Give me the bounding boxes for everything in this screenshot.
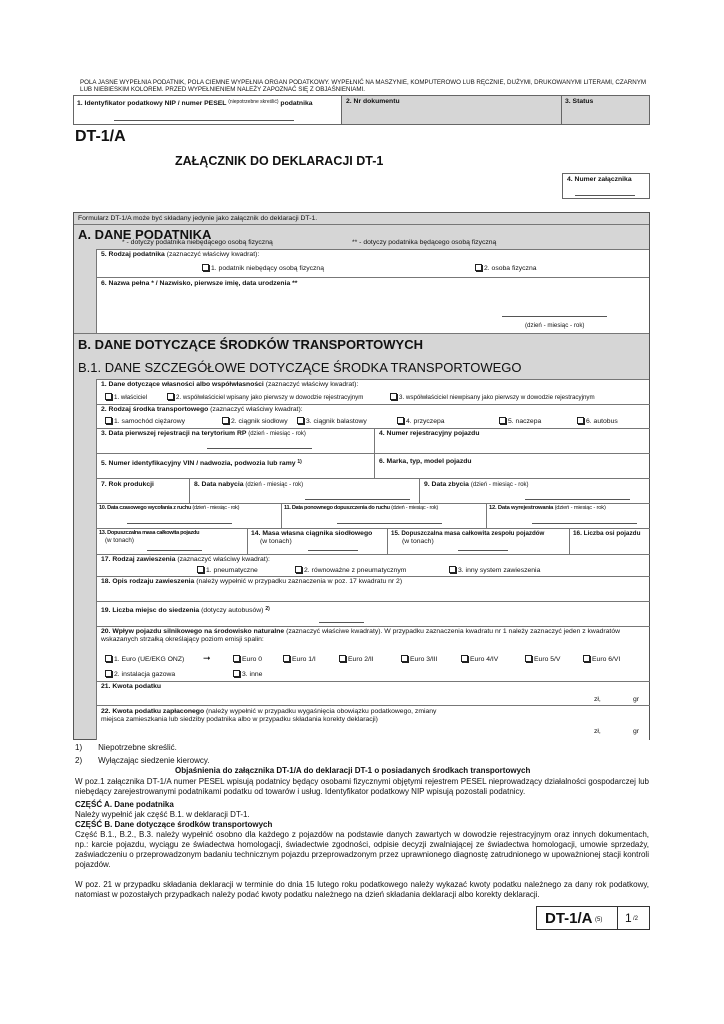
checkbox-icon[interactable] bbox=[197, 566, 204, 573]
checkbox-icon[interactable] bbox=[295, 566, 302, 573]
tax-amount-field[interactable] bbox=[97, 682, 650, 706]
checkbox-icon[interactable] bbox=[233, 670, 240, 677]
explanations-title: Objaśnienia do załącznika DT-1/A do deklaracji DT-1 o posiadanych środkach transportowych bbox=[175, 766, 531, 775]
doc-number-label: 2. Nr dokumentu bbox=[346, 98, 400, 105]
checkbox-icon[interactable] bbox=[499, 417, 506, 424]
suspension-option-3[interactable]: 3. inny system zawieszenia bbox=[449, 566, 540, 575]
status-label: 3. Status bbox=[565, 98, 594, 105]
vehicle-type-hint: (zaznaczyć właściwy kwadrat): bbox=[210, 406, 303, 413]
attachment-number-label: 4. Numer załącznika bbox=[567, 176, 632, 183]
checkbox-icon[interactable] bbox=[202, 264, 209, 271]
vin-sup: 1) bbox=[297, 459, 302, 465]
euro-option[interactable]: 1. Euro (UE/EKG ONZ) bbox=[105, 655, 184, 664]
euro-1-option[interactable]: Euro 1/I bbox=[283, 655, 316, 664]
date-ticks bbox=[305, 495, 410, 500]
vin-field[interactable] bbox=[97, 454, 374, 479]
footer-version: (5) bbox=[595, 917, 603, 923]
seat-count-sup: 2) bbox=[265, 606, 270, 612]
disposal-date-hint: (dzień - miesiąc - rok) bbox=[470, 482, 529, 488]
axle-count-label: 16. Liczba osi pojazdu bbox=[573, 530, 641, 537]
acquisition-date-hint: (dzień - miesiąc - rok) bbox=[245, 482, 304, 488]
temporary-withdrawal-field[interactable] bbox=[97, 504, 281, 529]
suspension-description-label: 18. Opis rodzaju zawieszenia bbox=[101, 578, 195, 585]
vehicle-type-field bbox=[97, 405, 650, 429]
gr-label: gr bbox=[633, 728, 640, 735]
ownership-label: 1. Dane dotyczące własności albo współwłasności bbox=[101, 381, 264, 388]
seat-count-field[interactable] bbox=[97, 602, 650, 627]
arrow-icon: ➞ bbox=[203, 653, 211, 663]
euro-2-option[interactable]: Euro 2/II bbox=[339, 655, 374, 664]
registration-number-label: 4. Numer rejestracyjny pojazdu bbox=[379, 430, 480, 437]
tractor-weight-field[interactable] bbox=[247, 529, 387, 555]
taxpayer-type-field bbox=[96, 249, 649, 277]
footnote-2: 2) Wyłączając siedzenie kierowcy. bbox=[75, 756, 210, 765]
paid-tax-field[interactable] bbox=[97, 706, 650, 741]
footer-page-total: /2 bbox=[633, 916, 639, 922]
taxpayer-type-option-2[interactable]: 2. osoba fizyczna bbox=[475, 264, 537, 273]
nip-label: 1. Identyfikator podatkowy NIP / numer PESEL bbox=[77, 100, 227, 107]
paid-tax-hint: (należy wypełnić w przypadku wygaśnięcia obowiązku podatkowego, zmiany miejsca zamieszkania lub siedziby podatnika albo w przypadku składania korekty deklaracji) bbox=[101, 708, 437, 723]
seat-count-ticks bbox=[319, 618, 364, 623]
nip-suffix: podatnika bbox=[280, 100, 313, 107]
footer-page-box bbox=[618, 906, 650, 930]
deregistration-label: 12. Data wyrejestrowania bbox=[489, 505, 554, 511]
weight-ticks bbox=[308, 546, 358, 551]
part-a-text: Należy wypełnić jak część B.1. w deklaracji DT-1. bbox=[75, 810, 250, 819]
checkbox-icon[interactable] bbox=[475, 264, 482, 271]
ownership-option-3[interactable]: 3. współwłaściciel niewpisany jako pierwszy w dowodzie rejestracyjnym bbox=[390, 393, 595, 401]
deregistration-hint: (dzień - miesiąc - rok) bbox=[554, 505, 606, 511]
gross-weight-hint: (w tonach) bbox=[105, 537, 134, 544]
checkbox-icon[interactable] bbox=[461, 655, 468, 662]
checkbox-icon[interactable] bbox=[105, 655, 112, 662]
attachment-number-field[interactable] bbox=[562, 173, 650, 199]
combination-weight-field[interactable] bbox=[387, 529, 569, 555]
deregistration-field[interactable] bbox=[486, 504, 650, 529]
divider bbox=[561, 96, 562, 124]
axle-count-field[interactable] bbox=[569, 529, 650, 555]
environment-impact-hint: (zaznaczyć właściwe kwadraty). W przypadku zaznaczenia kwadratu nr 1 należy zaznaczyć jeden z kwadratów wskazanych strzałką określający poziom emisji spalin: bbox=[101, 628, 621, 643]
suspension-option-2[interactable]: 2. równoważne z pneumatycznym bbox=[295, 566, 406, 575]
checkbox-icon[interactable] bbox=[105, 417, 112, 424]
acquisition-date-label: 8. Data nabycia bbox=[194, 481, 244, 488]
vehicle-type-option-2[interactable]: 2. ciągnik siodłowy bbox=[222, 417, 288, 426]
part-b-text: Część B.1., B.2., B.3. należy wypełnić osobno dla każdego z pojazdów na podstawie danych zawartych w dowodzie rejestracyjnym oraz innych dokumentach, np.: karcie pojazdu, wyciągu ze świadectwa homologacji, świadectwie zgodności, odpisie decyzji zwalniającej ze świadectwa homologacji, umowie sprzedaży, zaświadczeniu o przeprowadzonym badaniu technicznym pojazdu przeprowadzonym przez uprawnionego diagnostę zatrudnionego w upoważnionej stacji kontroli pojazdów. bbox=[75, 830, 649, 869]
checkbox-icon[interactable] bbox=[397, 417, 404, 424]
vehicle-type-option-4[interactable]: 4. przyczepa bbox=[397, 417, 445, 426]
suspension-description-field[interactable] bbox=[97, 577, 650, 602]
zl-label: zł, bbox=[594, 696, 601, 703]
checkbox-icon[interactable] bbox=[583, 655, 590, 662]
first-registration-field[interactable] bbox=[97, 429, 374, 454]
checkbox-icon[interactable] bbox=[167, 393, 174, 400]
section-b bbox=[74, 333, 649, 739]
gross-weight-label: 13. Dopuszczalna masa całkowita pojazdu bbox=[99, 530, 200, 536]
taxpayer-name-field[interactable] bbox=[96, 277, 649, 333]
checkbox-icon[interactable] bbox=[525, 655, 532, 662]
date-ticks bbox=[525, 495, 630, 500]
birthdate-hint: (dzień - miesiąc - rok) bbox=[525, 322, 585, 329]
attachment-number-ticks bbox=[575, 191, 635, 196]
taxpayer-name-label: 6. Nazwa pełna * / Nazwisko, pierwsze imię, data urodzenia ** bbox=[101, 280, 298, 287]
section-b1-title: B.1. DANE SZCZEGÓŁOWE DOTYCZĄCE ŚRODKA TRANSPORTOWEGO bbox=[78, 360, 522, 375]
birthdate-ticks bbox=[502, 312, 607, 317]
ownership-hint: (zaznaczyć właściwy kwadrat): bbox=[265, 381, 359, 388]
taxpayer-type-option-1[interactable]: 1. podatnik niebędący osobą fizyczną bbox=[202, 264, 324, 273]
info-line: Formularz DT-1/A może być składany jedynie jako załącznik do deklaracji DT-1. bbox=[74, 213, 649, 225]
checkbox-icon[interactable] bbox=[390, 393, 397, 400]
first-registration-label: 3. Data pierwszej rejestracji na terytorium RP bbox=[101, 430, 247, 437]
ownership-option-1[interactable]: 1. właściciel bbox=[105, 393, 147, 401]
acquisition-date-field[interactable] bbox=[189, 479, 419, 504]
form-body bbox=[73, 212, 650, 740]
vehicle-type-option-3[interactable]: 3. ciągnik balastowy bbox=[297, 417, 367, 426]
readmission-label: 11. Data ponownego dopuszczenia do ruchu bbox=[284, 505, 390, 511]
nip-field[interactable] bbox=[74, 96, 342, 124]
vehicle-model-label: 6. Marka, typ, model pojazdu bbox=[379, 458, 472, 465]
checkbox-icon[interactable] bbox=[105, 670, 112, 677]
checkbox-icon[interactable] bbox=[105, 393, 112, 400]
euro-4-option[interactable]: Euro 4/IV bbox=[461, 655, 498, 664]
vehicle-fields bbox=[96, 379, 649, 740]
checkbox-icon[interactable] bbox=[449, 566, 456, 573]
suspension-type-field bbox=[97, 555, 650, 577]
ownership-option-2[interactable]: 2. współwłaściciel wpisany jako pierwszy w dowodzie rejestracyjnym bbox=[167, 393, 363, 401]
checkbox-icon[interactable] bbox=[577, 417, 584, 424]
production-year-label: 7. Rok produkcji bbox=[101, 481, 154, 488]
nip-ticks bbox=[114, 116, 294, 121]
footer-form-code: DT-1/A bbox=[545, 910, 593, 927]
readmission-field[interactable] bbox=[281, 504, 486, 529]
tax-amount-label: 21. Kwota podatku bbox=[101, 683, 162, 690]
section-a bbox=[74, 225, 649, 333]
vehicle-type-option-6[interactable]: 6. autobus bbox=[577, 417, 618, 426]
section-a-note-left: * - dotyczy podatnika niebędącego osobą fizyczną bbox=[122, 239, 273, 246]
date-ticks bbox=[127, 519, 232, 524]
zl-label: zł, bbox=[594, 728, 601, 735]
part-a-title: CZĘŚĆ A. Dane podatnika bbox=[75, 800, 174, 809]
vehicle-type-option-5[interactable]: 5. naczepa bbox=[499, 417, 541, 426]
euro-0-option[interactable]: Euro 0 bbox=[233, 655, 262, 664]
gas-installation-option[interactable]: 2. instalacja gazowa bbox=[105, 670, 175, 679]
readmission-hint: (dzień - miesiąc - rok) bbox=[391, 505, 438, 511]
instructions-text: POLA JASNE WYPEŁNIA PODATNIK, POLA CIEMNE WYPEŁNIA ORGAN PODATKOWY. WYPEŁNIĆ NA MASZYNIE, KOMPUTEROWO LUB RĘCZNIE, DUŻYMI, DRUKOWANYMI LITERAMI, CZARNYM LUB NIEBIESKIM KOLOREM. PRZED WYPEŁNIENIEM NALEŻY ZAPOZNAĆ SIĘ Z OBJAŚNIENIAMI. bbox=[80, 79, 647, 93]
gross-weight-field[interactable] bbox=[97, 529, 247, 555]
weight-ticks bbox=[458, 546, 508, 551]
paid-tax-label: 22. Kwota podatku zapłaconego bbox=[101, 708, 205, 715]
date-ticks bbox=[337, 519, 442, 524]
explanations-p-last: W poz. 21 w przypadku składania deklaracji w terminie do dnia 15 lutego roku podatkowego należy wykazać kwoty podatku należnego za dany rok podatkowy, natomiast w pozostałych przypadkach należy podać kwoty podatku należnego na dzień składania deklaracji albo korekty deklaracji. bbox=[75, 880, 649, 899]
form-code: DT-1/A bbox=[75, 128, 126, 145]
disposal-date-label: 9. Data zbycia bbox=[424, 481, 469, 488]
explanations-p1: W poz.1 załącznika DT-1/A numer PESEL wpisują podatnicy będący osobami fizycznymi objętymi rejestrem PESEL nieprowadzący działalności gospodarczej lub niebędący zarejestrowanymi podatnikami podatku od towarów i usług. Identyfikator podatkowy NIP wpisują pozostali podatnicy. bbox=[75, 777, 649, 796]
tractor-weight-hint: (w tonach) bbox=[260, 538, 292, 545]
suspension-type-hint: (zaznaczyć właściwy kwadrat): bbox=[177, 556, 270, 563]
section-a-title: A. DANE PODATNIKA bbox=[78, 227, 212, 242]
ownership-field bbox=[97, 380, 650, 405]
weight-ticks bbox=[147, 546, 202, 551]
suspension-description-hint: (należy wypełnić w przypadku zaznaczenia w poz. 17 kwadratu nr 2) bbox=[196, 578, 403, 585]
checkbox-icon[interactable] bbox=[401, 655, 408, 662]
checkbox-icon[interactable] bbox=[297, 417, 304, 424]
euro-3-option[interactable]: Euro 3/III bbox=[401, 655, 438, 664]
section-a-note-right: ** - dotyczy podatnika będącego osobą fizyczną bbox=[352, 239, 497, 246]
euro-6-option[interactable]: Euro 6/VI bbox=[583, 655, 620, 664]
suspension-type-label: 17. Rodzaj zawieszenia bbox=[101, 556, 176, 563]
footer-page: 1 bbox=[625, 911, 632, 925]
date-ticks bbox=[207, 444, 312, 449]
environment-impact-field bbox=[97, 627, 650, 682]
section-b-title: B. DANE DOTYCZĄCE ŚRODKÓW TRANSPORTOWYCH bbox=[78, 337, 423, 352]
gr-label: gr bbox=[633, 696, 640, 703]
checkbox-icon[interactable] bbox=[283, 655, 290, 662]
page-title: ZAŁĄCZNIK DO DEKLARACJI DT-1 bbox=[175, 154, 384, 168]
suspension-option-1[interactable]: 1. pneumatyczne bbox=[197, 566, 258, 575]
checkbox-icon[interactable] bbox=[339, 655, 346, 662]
other-option[interactable]: 3. inne bbox=[233, 670, 262, 679]
first-registration-hint: (dzień - miesiąc - rok) bbox=[248, 431, 306, 437]
temporary-withdrawal-hint: (dzień - miesiąc - rok) bbox=[192, 505, 240, 511]
taxpayer-type-hint: (zaznaczyć właściwy kwadrat): bbox=[166, 251, 260, 258]
seat-count-label: 19. Liczba miejsc do siedzenia bbox=[101, 607, 200, 614]
vehicle-model-field[interactable] bbox=[374, 454, 650, 479]
nip-sup: (niepotrzebne skreślić) bbox=[228, 99, 279, 105]
registration-number-field[interactable] bbox=[374, 429, 650, 454]
combination-weight-label: 15. Dopuszczalna masa całkowita zespołu pojazdów bbox=[391, 530, 545, 537]
footer-form-code-box bbox=[536, 906, 618, 930]
vin-label: 5. Numer identyfikacyjny VIN / nadwozia, podwozia lub ramy bbox=[101, 460, 296, 467]
disposal-date-field[interactable] bbox=[419, 479, 650, 504]
seat-count-hint: (dotyczy autobusów) bbox=[201, 607, 264, 614]
date-ticks bbox=[532, 519, 637, 524]
checkbox-icon[interactable] bbox=[233, 655, 240, 662]
taxpayer-type-label: 5. Rodzaj podatnika bbox=[101, 251, 165, 258]
checkbox-icon[interactable] bbox=[222, 417, 229, 424]
production-year-field[interactable] bbox=[97, 479, 189, 504]
tractor-weight-label: 14. Masa własna ciągnika siodłowego bbox=[251, 530, 373, 537]
vehicle-type-option-1[interactable]: 1. samochód ciężarowy bbox=[105, 417, 185, 426]
vehicle-type-label: 2. Rodzaj środka transportowego bbox=[101, 406, 209, 413]
part-b-title: CZĘŚĆ B. Dane dotyczące środków transportowych bbox=[75, 820, 273, 829]
euro-5-option[interactable]: Euro 5/V bbox=[525, 655, 560, 664]
temporary-withdrawal-label: 10. Data czasowego wycofania z ruchu bbox=[99, 505, 192, 511]
footnote-1: 1) Niepotrzebne skreślić. bbox=[75, 743, 177, 752]
header-fields bbox=[73, 95, 650, 125]
combination-weight-hint: (w tonach) bbox=[402, 538, 434, 545]
environment-impact-label: 20. Wpływ pojazdu silnikowego na środowisko naturalne bbox=[101, 628, 285, 635]
